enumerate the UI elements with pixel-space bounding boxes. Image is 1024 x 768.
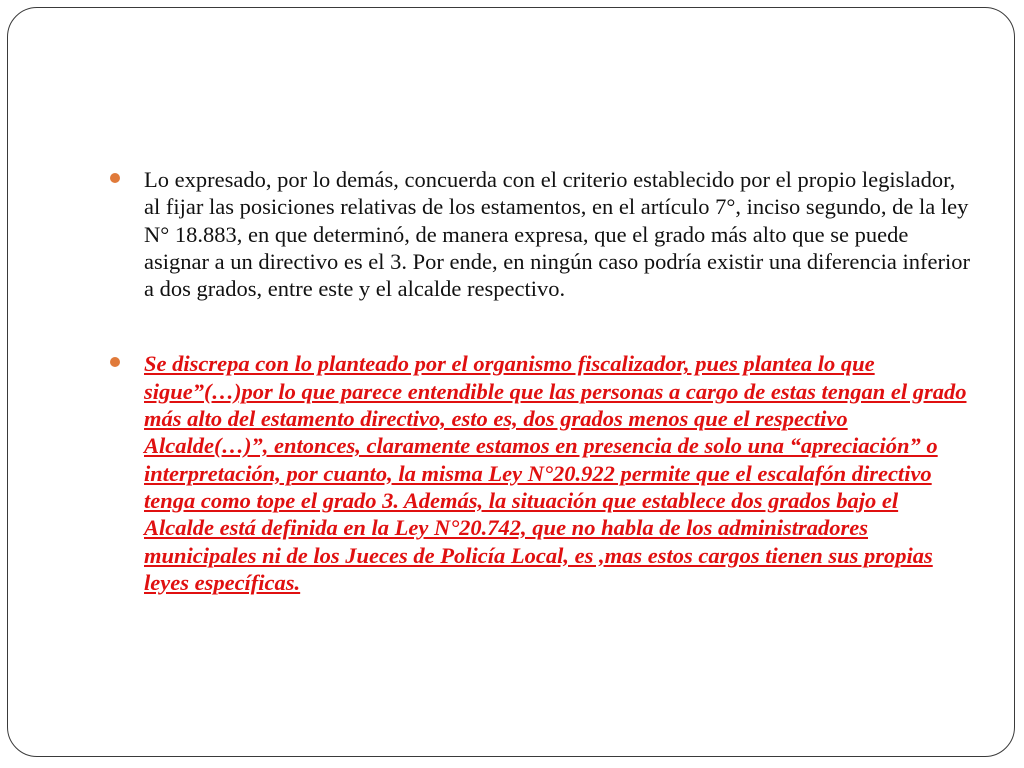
bullet-item-criteria [110, 166, 970, 302]
bullet-dot-icon [110, 173, 120, 183]
bullet-item-discrepancy [110, 350, 970, 596]
spacer [110, 302, 970, 350]
bullet-dot-icon [110, 357, 120, 367]
bullet-text-discrepancy: Se discrepa con lo planteado por el organismo fiscalizador, pues plantea lo que sigue”(…)por lo que parece entendible que las personas a cargo de estas tengan el grado más alto del estamento directivo, esto es, dos grados menos que el respectivo Alcalde(…)”, entonces, claramente estamos en presencia de solo una “apreciación” o interpretación, por cuanto, la misma Ley N°20.922 permite que el escalafón directivo tenga como tope el grado 3. Además, la situación que establece dos grados bajo el Alcalde está definida en la Ley N°20.742, que no habla de los administradores municipales ni de los Jueces de Policía Local, es ,mas estos cargos tienen sus propias leyes específicas. [144, 351, 967, 595]
bullet-text-criteria: Lo expresado, por lo demás, concuerda con el criterio establecido por el propio legislador, al fijar las posiciones relativas de los estamentos, en el artículo 7°, inciso segundo, de la ley N° 18.883, en que determinó, de manera expresa, que el grado más alto que se puede asignar a un directivo es el 3. Por ende, en ningún caso podría existir una diferencia inferior a dos grados, entre este y el alcalde respectivo. [144, 167, 970, 302]
slide-content [110, 166, 970, 596]
